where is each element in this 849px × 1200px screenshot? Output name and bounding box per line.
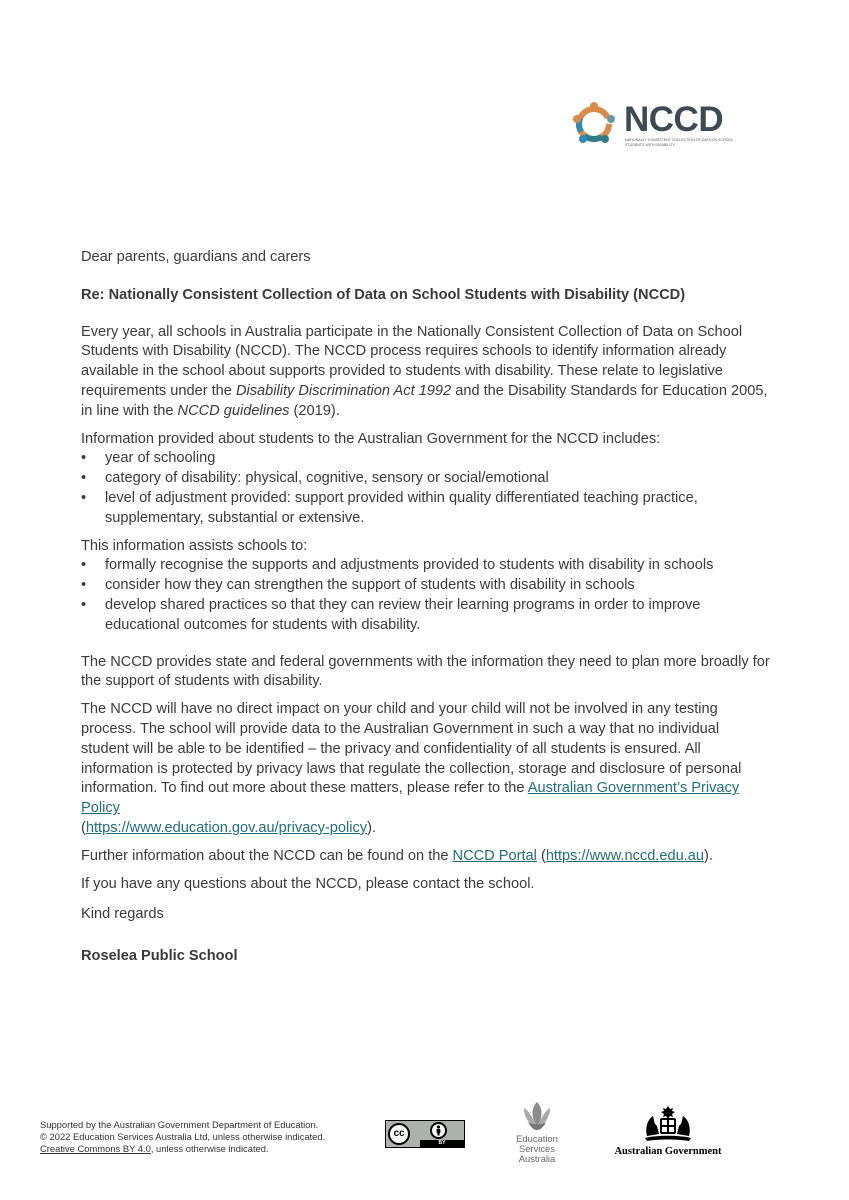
list-item: [81, 596, 771, 636]
privacy-policy-link[interactable]: Australian Government’s Privacy Policy: [81, 780, 740, 817]
bullet-icon: •: [81, 577, 87, 594]
act-title: Disability Discrimination Act 1992: [235, 382, 452, 399]
bullet-icon: •: [81, 596, 87, 613]
questions-paragraph: If you have any questions about the NCCD, please contact the school.: [81, 875, 535, 892]
footer-line-1: Supported by the Australian Government Department of Education.: [40, 1119, 319, 1130]
portal-url-close: ).: [704, 847, 713, 864]
bullet-icon: •: [81, 489, 87, 506]
australian-government-logo: [608, 1104, 728, 1164]
list-item: [81, 489, 771, 529]
privacy-url-open: (: [81, 819, 86, 836]
coat-of-arms-icon: [639, 1104, 697, 1144]
privacy-text: The NCCD will have no direct impact on your child and your child will not be involved in any testing process. The school will provide data to the Australian Government in such a way that no individual student will be able to be identified – the privacy and confidentiality of all students is ensured. All information is protected by privacy laws that regulate the collection, storage and disclosure of personal information. To find out more about these matters, please refer to the: [81, 701, 742, 797]
cc-by-badge[interactable]: [385, 1120, 465, 1148]
bullet-icon: •: [81, 557, 87, 574]
privacy-url-link[interactable]: https://www.education.gov.au/privacy-policy: [85, 819, 368, 836]
attribution-person-icon: [430, 1122, 447, 1139]
nccd-tagline: NATIONALLY CONSISTENT COLLECTION OF DATA ON SCHOOL STUDENTS WITH DISABILITY: [625, 138, 734, 147]
list-item-text: formally recognise the supports and adjustments provided to students with disability in schools: [105, 557, 714, 574]
list-item: [81, 576, 771, 596]
cc-by-label: BY: [420, 1140, 464, 1147]
assist-list: [81, 556, 771, 635]
esa-logo: [510, 1100, 564, 1168]
guidelines-title: NCCD guidelines: [177, 402, 290, 419]
info-intro: Information provided about students to the Australian Government for the NCCD includes:: [81, 430, 661, 447]
list-item-text: year of schooling: [105, 450, 216, 467]
intro-text-1: Every year, all schools in Australia participate in the Nationally Consistent Collection of Data on School Students with Disability (NCCD). The NCCD process requires schools to identify information already available in the school about supports provided to students with disability. These relate to legislative requirements under the: [81, 323, 743, 399]
privacy-paragraph: [81, 700, 771, 839]
privacy-url-close: ).: [367, 819, 376, 836]
list-item-text: level of adjustment provided: support provided within quality differentiated teaching practice, supplementary, substantial or extensive.: [105, 489, 698, 526]
nccd-portal-link[interactable]: NCCD Portal: [452, 847, 537, 864]
esa-flower-icon: [520, 1100, 554, 1132]
letter-body: [81, 248, 771, 967]
nccd-logo: [568, 98, 736, 158]
list-item: [81, 556, 771, 576]
list-item-text: develop shared practices so that they can review their learning programs in order to improve educational outcomes for students with disability.: [105, 596, 701, 633]
governments-paragraph: The NCCD provides state and federal governments with the information they need to plan more broadly for the support of students with disability.: [81, 653, 770, 690]
salutation: Dear parents, guardians and carers: [81, 249, 311, 265]
creative-commons-link[interactable]: Creative Commons BY 4.0: [40, 1143, 151, 1155]
list-item: [81, 449, 771, 469]
bullet-icon: •: [81, 470, 87, 487]
footer-line-2: © 2022 Education Services Australia Ltd, unless otherwise indicated.: [40, 1131, 326, 1143]
list-item: [81, 469, 771, 489]
nccd-ring-icon: [572, 102, 616, 146]
cc-icon: cc: [388, 1123, 410, 1145]
further-text: Further information about the NCCD can be found on the: [81, 847, 453, 864]
closing: Kind regards: [81, 906, 164, 923]
portal-url-open: (: [536, 847, 546, 864]
intro-text-3: (2019).: [289, 402, 340, 419]
further-info-paragraph: [81, 847, 771, 867]
footer-line-3-text: , unless otherwise indicated.: [150, 1143, 269, 1155]
footer-credits: [40, 1119, 325, 1156]
nccd-wordmark: NCCD: [624, 100, 724, 139]
list-item-text: category of disability: physical, cognitive, sensory or social/emotional: [105, 470, 549, 487]
footer-line-3: [40, 1143, 325, 1155]
bullet-icon: •: [81, 450, 87, 467]
info-list: [81, 449, 771, 528]
esa-line-1: Education: [516, 1133, 558, 1144]
assist-intro: This information assists schools to:: [81, 537, 308, 554]
re-heading: Re: Nationally Consistent Collection of Data on School Students with Disability (NCCD): [81, 286, 686, 303]
list-item-text: consider how they can strengthen the support of students with disability in schools: [105, 577, 635, 594]
esa-line-3: Australia: [518, 1153, 556, 1164]
portal-url-link[interactable]: https://www.nccd.edu.au: [545, 847, 704, 864]
australian-government-label: Australian Government: [614, 1146, 722, 1157]
esa-line-2: Services: [519, 1143, 555, 1154]
school-signoff: Roselea Public School: [81, 948, 238, 965]
intro-paragraph: [81, 323, 771, 422]
intro-text-2: and the Disability Standards for Education 2005, in line with the: [81, 382, 768, 419]
